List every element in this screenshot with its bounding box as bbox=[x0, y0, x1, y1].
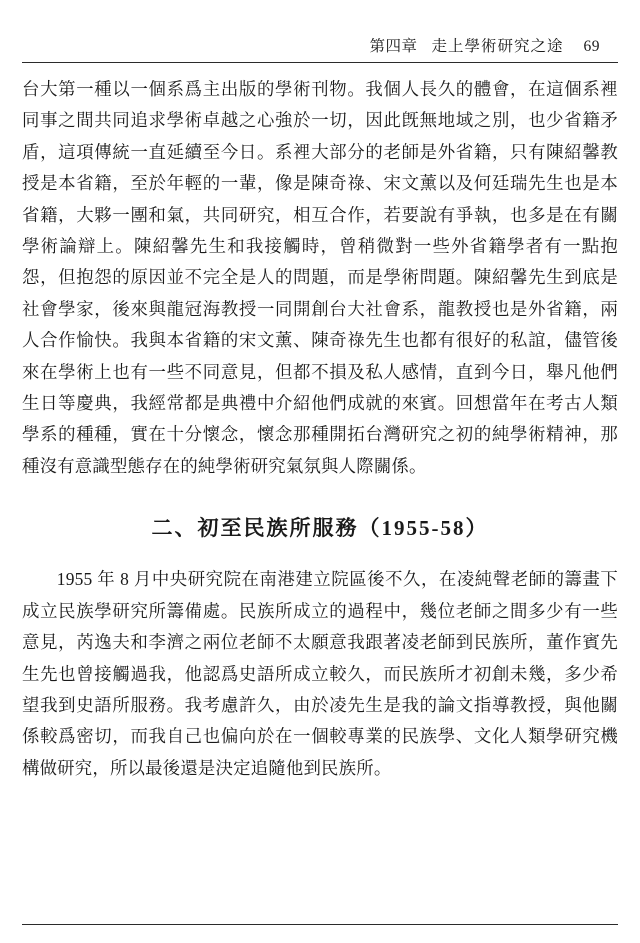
page-header-inner bbox=[369, 34, 600, 56]
page-number: 69 bbox=[583, 38, 600, 55]
header-chapter-label: 第四章 bbox=[369, 38, 418, 55]
footer-divider bbox=[22, 924, 618, 925]
page-content bbox=[22, 74, 618, 913]
header-chapter-title: 走上學術研究之途 bbox=[431, 38, 564, 55]
paragraph-continuation: 台大第一種以一個系爲主出版的學術刊物。我個人長久的體會，在這個系裡同事之間共同追求學術卓越之心強於一切，因此旣無地域之別，也少省籍矛盾，這項傳統一直延續至今日。系裡大部分的老師是外省籍，只有陳紹馨教授是本省籍，至於年輕的一輩，像是陳奇祿、宋文薰以及何廷瑞先生也是本省籍，大夥一團和氣，共同研究，相互合作，若要說有爭執，也多是在有關學術論辯上。陳紹馨先生和我接觸時，曾稍微對一些外省籍學者有一點抱怨，但抱怨的原因並不完全是人的問題，而是學術問題。陳紹馨先生到底是社會學家，後來與龍冠海教授一同開創台大社會系，龍教授也是外省籍，兩人合作愉快。我與本省籍的宋文薰、陳奇祿先生也都有很好的私誼，儘管後來在學術上也有一些不同意見，但都不損及私人感情，直到今日，舉凡他們生日等慶典，我經常都是典禮中介紹他們成就的來賓。回想當年在考古人類學系的種種，實在十分懷念，懷念那種開拓台灣研究之初的純學術精神，那種沒有意識型態存在的純學術研究氣氛與人際關係。 bbox=[22, 79, 618, 476]
paragraph-section-first: 1955 年 8 月中央研究院在南港建立院區後不久，在凌純聲老師的籌畫下成立民族學研究所籌備處。民族所成立的過程中，幾位老師之間多少有一些意見，芮逸夫和李濟之兩位老師不太願意我跟著凌老師到民族所，董作賓先生先也曾接觸過我，他認爲史語所成立較久，而民族所才初創未幾，多少希望我到史語所服務。我考慮許久，由於凌先生是我的論文指導教授，與他關係較爲密切，而我自己也偏向於在一個較專業的民族學、文化人類學研究機構做研究，所以最後還是決定追隨他到民族所。 bbox=[22, 569, 618, 778]
page-header bbox=[40, 28, 600, 56]
header-divider bbox=[22, 62, 618, 63]
section-heading: 二、初至民族所服務（1955-58） bbox=[151, 516, 489, 541]
